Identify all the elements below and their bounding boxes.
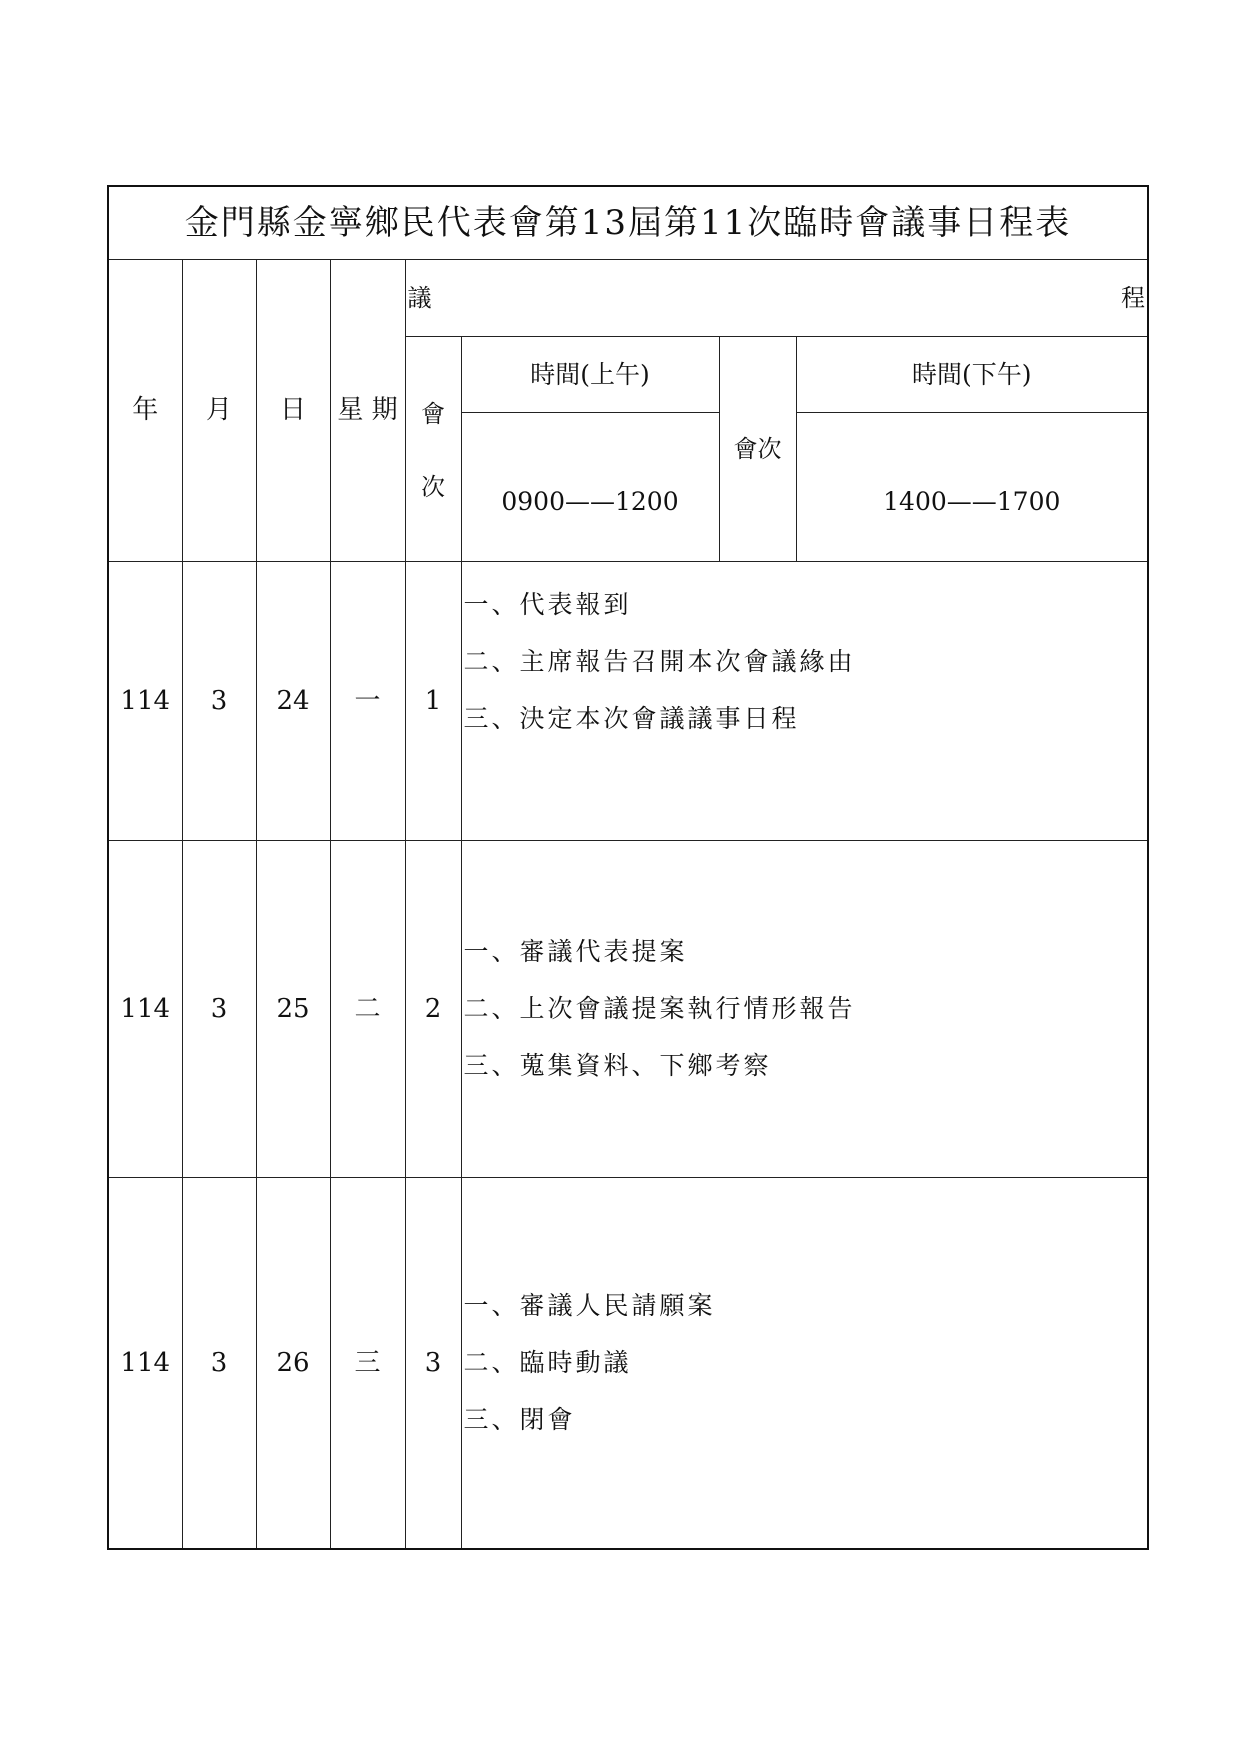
row-agenda-items — [461, 561, 1148, 840]
table-row — [108, 840, 1148, 1177]
agenda-item: 二、臨時動議 — [463, 1348, 632, 1378]
row-month: 3 — [182, 840, 256, 1177]
row-session: 1 — [405, 561, 461, 840]
row-session: 3 — [405, 1177, 461, 1549]
header-session-bottom: 次 — [421, 472, 445, 501]
agenda-item: 一、代表報到 — [463, 589, 632, 619]
header-morning-label: 時間(上午) — [461, 336, 719, 412]
header-session-middle: 會次 — [719, 336, 796, 561]
table-row — [108, 561, 1148, 840]
header-morning-time: 0900——1200 — [461, 412, 719, 561]
row-weekday: 三 — [330, 1177, 405, 1549]
agenda-item: 二、主席報告召開本次會議緣由 — [463, 646, 856, 676]
agenda-item: 一、審議人民請願案 — [463, 1291, 716, 1321]
header-session — [405, 336, 461, 561]
row-day: 24 — [256, 561, 330, 840]
header-afternoon-label: 時間(下午) — [796, 336, 1148, 412]
row-agenda-items — [461, 1177, 1148, 1549]
header-agenda-left: 議 — [407, 283, 432, 312]
row-month: 3 — [182, 1177, 256, 1549]
table-row — [108, 1177, 1148, 1549]
title-row — [108, 186, 1148, 259]
row-agenda-items — [461, 840, 1148, 1177]
header-session-top: 會 — [421, 399, 445, 428]
header-agenda — [405, 259, 1148, 336]
agenda-schedule-table — [107, 185, 1149, 1550]
agenda-item: 三、蒐集資料、下鄉考察 — [463, 1051, 772, 1080]
row-year: 114 — [108, 840, 182, 1177]
row-day: 26 — [256, 1177, 330, 1549]
header-weekday: 星 期 — [330, 259, 405, 561]
header-agenda-right: 程 — [1121, 283, 1146, 312]
row-year: 114 — [108, 1177, 182, 1549]
document-title: 金門縣金寧鄉民代表會第13屆第11次臨時會議事日程表 — [108, 186, 1148, 259]
row-weekday: 二 — [330, 840, 405, 1177]
row-day: 25 — [256, 840, 330, 1177]
agenda-item: 三、決定本次會議議事日程 — [463, 703, 800, 733]
row-weekday: 一 — [330, 561, 405, 840]
agenda-item: 一、審議代表提案 — [463, 937, 688, 966]
row-session: 2 — [405, 840, 461, 1177]
header-month: 月 — [182, 259, 256, 561]
agenda-item: 二、上次會議提案執行情形報告 — [463, 994, 856, 1023]
header-year: 年 — [108, 259, 182, 561]
header-row-agenda — [108, 259, 1148, 336]
row-year: 114 — [108, 561, 182, 840]
header-afternoon-time: 1400——1700 — [796, 412, 1148, 561]
agenda-item: 三、閉會 — [463, 1405, 576, 1435]
header-day: 日 — [256, 259, 330, 561]
row-month: 3 — [182, 561, 256, 840]
